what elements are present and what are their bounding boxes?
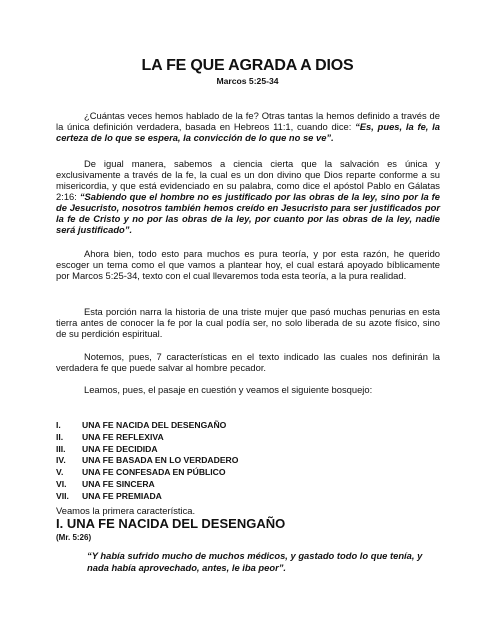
- outline-item: V. UNA FE CONFESADA EN PÚBLICO: [56, 467, 226, 478]
- paragraph-4-text: Esta porción narra la historia de una triste mujer que pasó muchas penurias en esta tierra antes de conocer la fe por la cual podía ser, no solo liberada de su azote físico, sino de su perdición espiritual.: [56, 306, 440, 339]
- outline-item: III. UNA FE DECIDIDA: [56, 443, 158, 454]
- paragraph-6-text: Leamos, pues, el pasaje en cuestión y veamos el siguiente bosquejo:: [84, 384, 373, 395]
- paragraph-5: [56, 351, 440, 373]
- scripture-quote: “Y había sufrido mucho de muchos médicos, y gastado todo lo que tenía, y nada había aprovechado, antes, le iba peor”.: [87, 550, 423, 573]
- paragraph-3-text: Ahora bien, todo esto para muchos es pura teoría, y por esta razón, he querido escoger un tema como el que vamos a plantear hoy, el cual estará apoyado bíblicamente por Marcos 5:25-34, texto con el cual llevaremos toda esta teoría, a la pura realidad.: [56, 248, 440, 281]
- outline-item: VII. UNA FE PREMIADA: [56, 490, 162, 501]
- outline-item: VI. UNA FE SINCERA: [56, 478, 155, 489]
- outline-item: II. UNA FE REFLEXIVA: [56, 431, 164, 442]
- outline-item: IV. UNA FE BASADA EN LO VERDADERO: [56, 455, 239, 466]
- paragraph-2-text: De igual manera, sabemos a ciencia cierta que la salvación es única y exclusivamente a través de la fe, la cual es un don divino que Dios reparte conforme a su misericordia, y que está evidenciado en su palabra, como dice el apóstol Pablo en Gálatas 2:16:: [56, 158, 440, 202]
- page-title: LA FE QUE AGRADA A DIOS: [141, 57, 354, 74]
- paragraph-5-text: Notemos, pues, 7 características en el texto indicado las cuales nos definirán la verdadera fe que puede salvar al hombre pecador.: [56, 351, 440, 373]
- paragraph-2-quote: “Sabiendo que el hombre no es justificado por las obras de la ley, sino por la fe de Jesucristo, nosotros también hemos creído en Jesucristo para ser justificados por la fe de Cristo y no por las obras de la ley, por cuanto por las obras de la ley, nadie será justificado”.: [56, 191, 440, 235]
- paragraph-2: [56, 158, 440, 235]
- paragraph-1: [56, 110, 440, 143]
- outline-list: [56, 420, 356, 503]
- page-subtitle: Marcos 5:25-34: [216, 76, 279, 86]
- paragraph-1-text: ¿Cuántas veces hemos hablado de la fe? Otras tantas la hemos definido a través de la única definición verdadera, basada en Hebreos 11:1, cuando dice:: [56, 110, 440, 132]
- section-reference: (Mr. 5:26): [56, 533, 92, 542]
- paragraph-1-quote: “Es, pues, la fe, la certeza de lo que se espera, la convicción de lo que no se ve”.: [56, 121, 440, 143]
- paragraph-3: [56, 248, 440, 281]
- outline-item: I. UNA FE NACIDA DEL DESENGAÑO: [56, 420, 227, 430]
- section-heading: I. UNA FE NACIDA DEL DESENGAÑO: [56, 516, 286, 531]
- paragraph-4: [56, 306, 440, 339]
- section-intro: Veamos la primera característica.: [56, 505, 196, 516]
- paragraph-6: [56, 384, 440, 395]
